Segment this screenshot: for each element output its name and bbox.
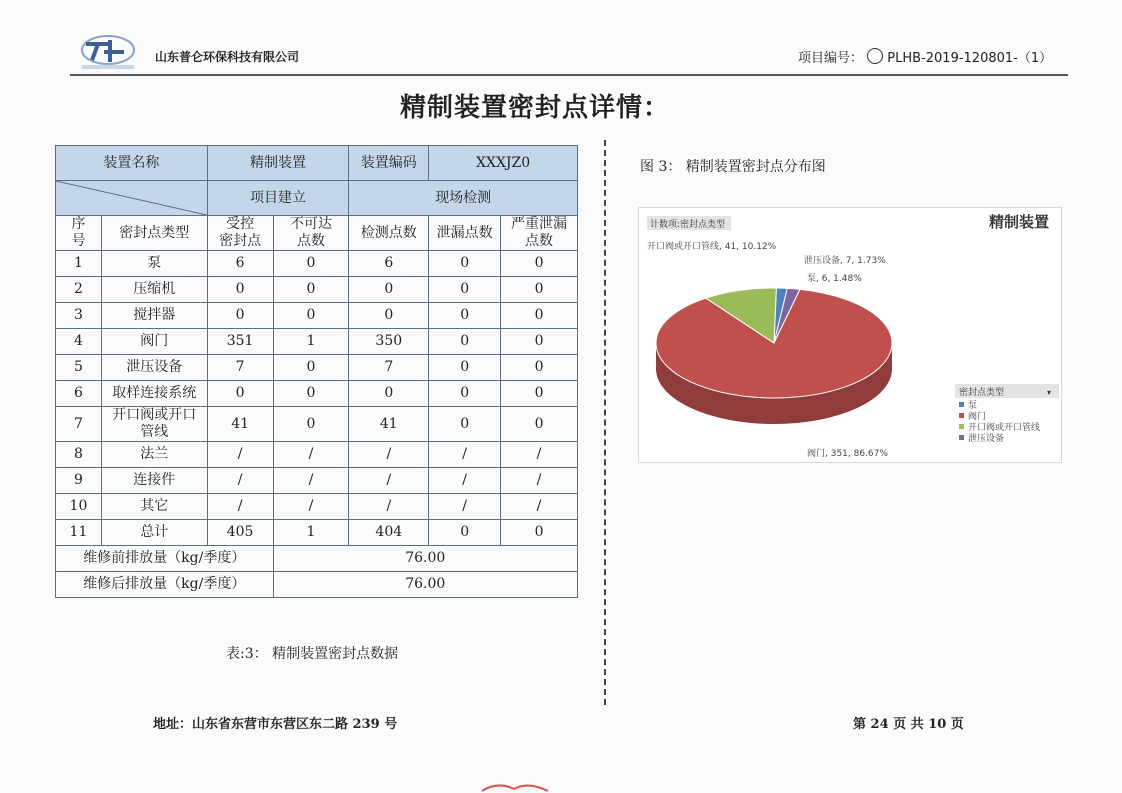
row-severe: 0 xyxy=(501,303,578,329)
row-severe: / xyxy=(501,468,578,494)
diagonal-header-cell xyxy=(56,181,208,216)
project-number-value: PLHB-2019-120801-（1） xyxy=(887,51,1053,66)
table-row xyxy=(56,303,578,329)
row-controlled: / xyxy=(207,494,273,520)
emission-after-row xyxy=(56,572,578,598)
header-rule xyxy=(70,74,1068,76)
row-unreachable: 0 xyxy=(273,251,349,277)
row-detected: 0 xyxy=(349,303,429,329)
emission-before-row xyxy=(56,546,578,572)
row-type: 阀门 xyxy=(101,329,207,355)
footer-address: 地址：山东省东营市东营区东二路 239 号 xyxy=(153,717,398,732)
row-leak: 0 xyxy=(429,381,501,407)
row-detected: / xyxy=(349,468,429,494)
row-unreachable: 0 xyxy=(273,303,349,329)
row-detected: / xyxy=(349,442,429,468)
row-detected: 41 xyxy=(349,407,429,442)
legend-item: 阀门 xyxy=(968,412,987,422)
page-number: 第 24 页 共 10 页 xyxy=(853,717,964,732)
legend-item: 泄压设备 xyxy=(968,434,1005,444)
row-severe: / xyxy=(501,442,578,468)
legend-item: 开口阀或开口管线 xyxy=(968,423,1041,433)
row-controlled: 41 xyxy=(207,407,273,442)
row-leak: 0 xyxy=(429,303,501,329)
row-detected: 350 xyxy=(349,329,429,355)
pie-chart-panel xyxy=(638,207,1062,463)
row-detected: 6 xyxy=(349,251,429,277)
row-detected: / xyxy=(349,494,429,520)
row-severe: 0 xyxy=(501,381,578,407)
row-leak: 0 xyxy=(429,520,501,546)
row-controlled: / xyxy=(207,442,273,468)
row-unreachable: / xyxy=(273,468,349,494)
row-type: 取样连接系统 xyxy=(101,381,207,407)
row-detected: 0 xyxy=(349,381,429,407)
data-label-open-valve: 开口阀或开口管线, 41, 10.12% xyxy=(647,242,777,252)
row-unreachable: 1 xyxy=(273,520,349,546)
row-type: 法兰 xyxy=(101,442,207,468)
col-controlled: 受控 密封点 xyxy=(207,216,273,251)
emission-before-label: 维修前排放量（kg/季度） xyxy=(56,546,274,572)
table-caption: 表:3： 精制装置密封点数据 xyxy=(226,646,399,662)
row-controlled: 0 xyxy=(207,381,273,407)
col-severe: 严重泄漏 点数 xyxy=(501,216,578,251)
legend-item: 泵 xyxy=(968,401,978,411)
row-type: 泵 xyxy=(101,251,207,277)
legend-title: 密封点类型 xyxy=(959,388,1005,398)
col-type: 密封点类型 xyxy=(101,216,207,251)
row-type: 总计 xyxy=(101,520,207,546)
row-severe: 0 xyxy=(501,251,578,277)
row-controlled: 405 xyxy=(207,520,273,546)
row-severe: 0 xyxy=(501,407,578,442)
chart-title: 精制装置 xyxy=(989,213,1050,231)
row-controlled: 0 xyxy=(207,277,273,303)
row-type: 开口阀或开口 管线 xyxy=(101,407,207,442)
table-row xyxy=(56,277,578,303)
row-no: 1 xyxy=(56,251,102,277)
row-type: 泄压设备 xyxy=(101,355,207,381)
data-label-relief: 泄压设备, 7, 1.73% xyxy=(804,256,886,266)
table-group-row xyxy=(56,181,578,216)
group-field: 现场检测 xyxy=(349,181,578,216)
device-code-label: 装置编码 xyxy=(349,146,429,181)
figure-caption: 图 3： 精制装置密封点分布图 xyxy=(640,159,826,175)
project-number-label: 项目编号： xyxy=(798,51,864,66)
table-row xyxy=(56,251,578,277)
row-leak: 0 xyxy=(429,329,501,355)
data-label-pump: 泵, 6, 1.48% xyxy=(807,274,862,284)
data-label-valve: 阀门, 351, 86.67% xyxy=(807,449,888,459)
row-severe: / xyxy=(501,494,578,520)
table-row xyxy=(56,329,578,355)
row-unreachable: / xyxy=(273,494,349,520)
row-no: 11 xyxy=(56,520,102,546)
row-no: 6 xyxy=(56,381,102,407)
emission-after-label: 维修后排放量（kg/季度） xyxy=(56,572,274,598)
device-name-label: 装置名称 xyxy=(56,146,208,181)
chart-legend xyxy=(959,400,1040,444)
table-row xyxy=(56,468,578,494)
seal-point-table xyxy=(55,145,578,598)
row-no: 10 xyxy=(56,494,102,520)
row-severe: 0 xyxy=(501,520,578,546)
pie-slices xyxy=(656,288,892,398)
dropdown-arrow-icon[interactable]: ▾ xyxy=(1047,388,1052,397)
row-type: 压缩机 xyxy=(101,277,207,303)
row-leak: / xyxy=(429,494,501,520)
col-detected: 检测点数 xyxy=(349,216,429,251)
row-detected: 404 xyxy=(349,520,429,546)
table-row xyxy=(56,355,578,381)
col-no: 序 号 xyxy=(56,216,102,251)
legend-swatch xyxy=(959,413,964,418)
row-unreachable: 1 xyxy=(273,329,349,355)
table-row xyxy=(56,520,578,546)
row-type: 连接件 xyxy=(101,468,207,494)
row-detected: 0 xyxy=(349,277,429,303)
row-no: 8 xyxy=(56,442,102,468)
row-no: 7 xyxy=(56,407,102,442)
row-controlled: 351 xyxy=(207,329,273,355)
row-type: 搅拌器 xyxy=(101,303,207,329)
row-no: 9 xyxy=(56,468,102,494)
col-leak: 泄漏点数 xyxy=(429,216,501,251)
pie-chart xyxy=(639,208,1061,462)
device-code-value: XXXJZ0 xyxy=(429,146,578,181)
emission-before-value: 76.00 xyxy=(273,546,577,572)
row-controlled: 7 xyxy=(207,355,273,381)
legend-swatch xyxy=(959,424,964,429)
legend-swatch xyxy=(959,435,964,440)
row-unreachable: 0 xyxy=(273,355,349,381)
stamp-mark xyxy=(478,779,558,793)
page-title: 精制装置密封点详情： xyxy=(399,93,670,123)
row-severe: 0 xyxy=(501,329,578,355)
row-leak: 0 xyxy=(429,407,501,442)
table-header-row xyxy=(56,146,578,181)
column-header-row xyxy=(56,216,578,251)
table-row xyxy=(56,442,578,468)
row-controlled: 6 xyxy=(207,251,273,277)
table-row xyxy=(56,407,578,442)
row-leak: 0 xyxy=(429,277,501,303)
row-leak: 0 xyxy=(429,251,501,277)
row-no: 3 xyxy=(56,303,102,329)
diagonal-line xyxy=(56,181,207,215)
row-severe: 0 xyxy=(501,277,578,303)
row-type: 其它 xyxy=(101,494,207,520)
row-unreachable: 0 xyxy=(273,407,349,442)
row-leak: / xyxy=(429,468,501,494)
row-controlled: 0 xyxy=(207,303,273,329)
col-unreachable: 不可达 点数 xyxy=(273,216,349,251)
row-unreachable: 0 xyxy=(273,381,349,407)
filter-label: 计数项:密封点类型 xyxy=(650,220,726,230)
row-controlled: / xyxy=(207,468,273,494)
section-divider xyxy=(604,140,606,705)
row-unreachable: 0 xyxy=(273,277,349,303)
row-leak: / xyxy=(429,442,501,468)
project-number xyxy=(798,47,1052,66)
group-project: 项目建立 xyxy=(207,181,349,216)
seal-icon xyxy=(867,48,883,64)
row-no: 5 xyxy=(56,355,102,381)
device-name-value: 精制装置 xyxy=(207,146,349,181)
row-leak: 0 xyxy=(429,355,501,381)
row-no: 2 xyxy=(56,277,102,303)
emission-after-value: 76.00 xyxy=(273,572,577,598)
company-name: 山东普仑环保科技有限公司 xyxy=(155,50,300,64)
company-logo xyxy=(78,30,138,72)
row-severe: 0 xyxy=(501,355,578,381)
row-no: 4 xyxy=(56,329,102,355)
table-row xyxy=(56,494,578,520)
row-detected: 7 xyxy=(349,355,429,381)
legend-swatch xyxy=(959,402,964,407)
row-unreachable: / xyxy=(273,442,349,468)
table-row xyxy=(56,381,578,407)
